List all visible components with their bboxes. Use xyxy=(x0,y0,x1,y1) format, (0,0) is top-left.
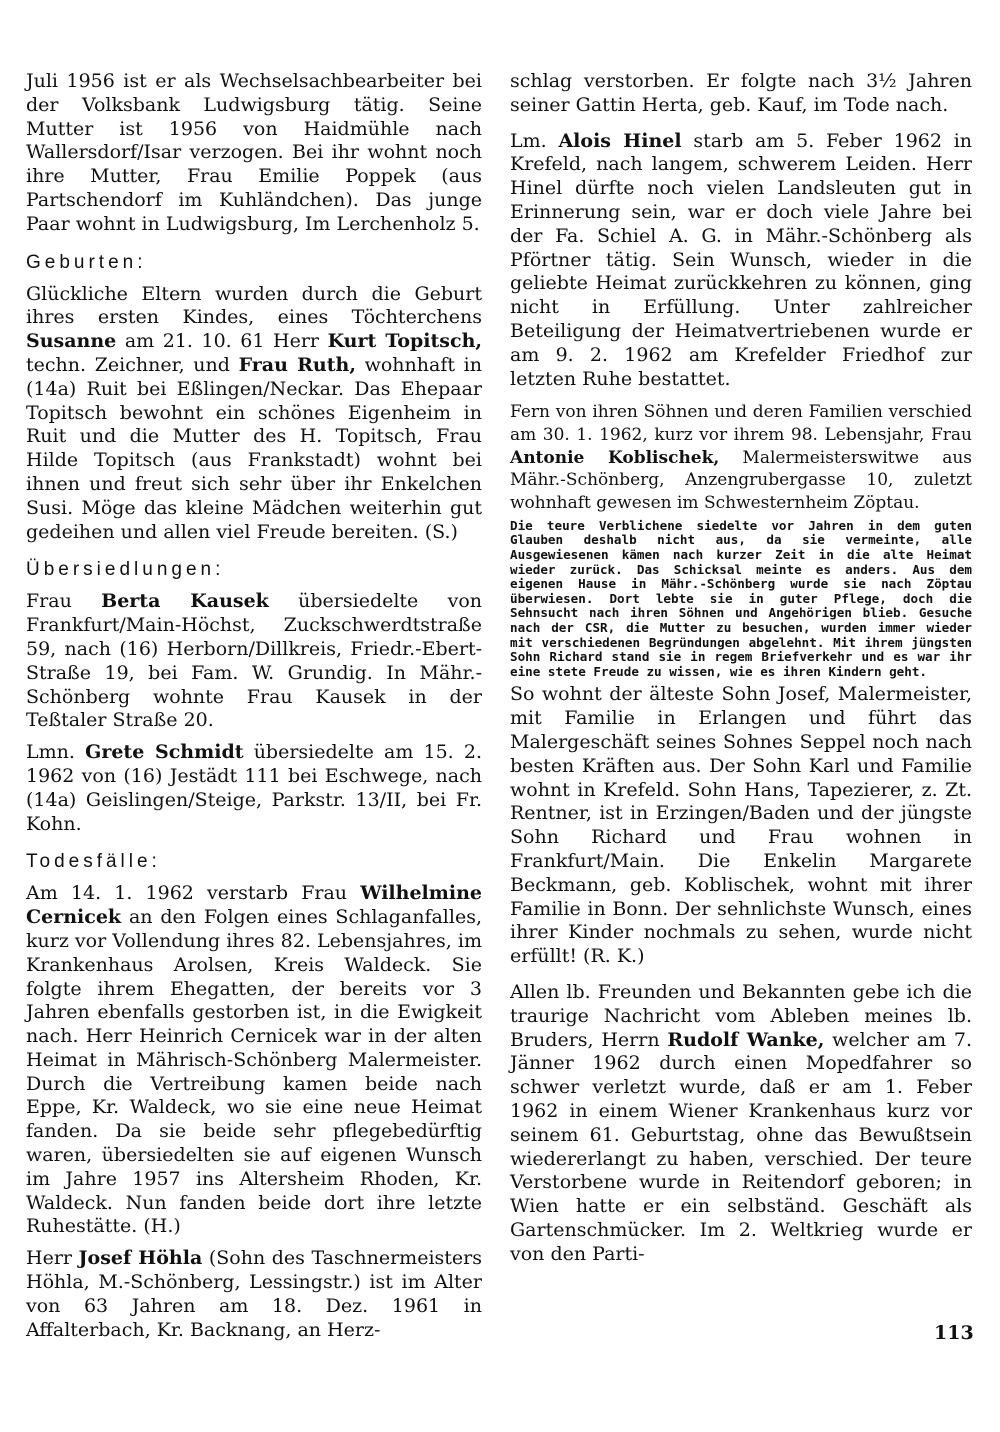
section-heading-uebersiedlungen: Übersiedlungen: xyxy=(26,559,225,581)
text: übersiedelte am 15. 2. 1962 von (16) Jestädt 111 bei Eschwege, nach (14a) Geislingen/Steige, Parkstr. 13/II, bei Fr. Kohn. xyxy=(26,741,483,835)
person-name: Alois Hinel xyxy=(558,129,682,152)
paragraph-hoehla xyxy=(26,1247,482,1342)
paragraph-geburten xyxy=(26,283,482,545)
paragraph-schmidt xyxy=(26,741,482,836)
text: Glückliche Eltern wurden durch die Geburt ihres ersten Kindes, eines Töchterchens xyxy=(26,282,482,329)
paragraph-cernicek xyxy=(26,882,482,1239)
text: an den Folgen eines Schlaganfalles, kurz vor Vollendung ihres 82. Lebensjahres, im Krankenhaus Arolsen, Kreis Waldeck. Sie folgte ihrem Ehegatten, der bereits vor 3 Jahren ebenfalls gestorben ist, in die Ewigkeit nach. Herr Heinrich Cernicek war in der alten Heimat in Mährisch-Schönberg Malermeister. Durch die Vertreibung kamen beide nach Eppe, Kr. Waldeck, wo sie eine neue Heimat fanden. Da sie beide sehr pflegebedürftig waren, übersiedelten sie auf eigenen Wunsch im Jahre 1957 ins Altersheim Rhoden, Kr. Waldeck. Nun fanden beide dort ihre letzte Ruhestätte. (H.) xyxy=(26,906,482,1238)
paragraph-hoehla-continued: schlag verstorben. Er folgte nach 3½ Jahren seiner Gattin Herta, geb. Kauf, im Tode nach. xyxy=(510,70,972,116)
person-name: Rudolf Wanke, xyxy=(667,1028,825,1051)
section-heading-geburten: Geburten: xyxy=(26,251,147,273)
page-number: 113 xyxy=(934,1322,974,1344)
person-name: Wilhelmine Cernicek xyxy=(26,882,482,929)
text: starb am 5. Feber 1962 in Krefeld, nach langem, schwerem Leiden. Herr Hinel dürfte noch vielen Landsleuten gut in Erinnerung sein, war er doch viele Jahre bei der Fa. Schiel A. G. in Mähr.-Schönberg als Pförtner tätig. Sein Wunsch, wieder in die geliebte Heimat zurückkehren zu können, ging nicht in Erfüllung. Unter zahlreicher Beteiligung der Heimatvertriebenen wurde er am 9. 2. 1962 am Krefelder Friedhof zur letzten Ruhe bestattet. xyxy=(510,129,973,390)
text: Lm. xyxy=(510,129,547,152)
person-name: Frau Ruth, xyxy=(238,353,356,376)
paragraph-kausek xyxy=(26,590,482,733)
text: Malermeisterswitwe aus Mähr.-Schönberg, Anzengrubergasse 10, zuletzt wohnhaft gewesen im Schwesternheim Zöptau. xyxy=(510,447,972,514)
text: (Sohn des Taschnermeisters Höhla, M.-Schönberg, Lessingstr.) ist im Alter von 63 Jahren am 18. Dez. 1961 in Affalterbach, Kr. Backnang, an Herz- xyxy=(26,1247,482,1341)
paragraph-continuation: Juli 1956 ist er als Wechselsachbearbeiter bei der Volksbank Ludwigsburg tätig. Seine Mutter ist 1956 von Haidmühle nach Wallersdorf/Isar verzogen. Bei ihr wohnt noch ihre Mutter, Frau Emilie Poppek (aus Partschendorf im Kuhländchen). Das junge Paar wohnt in Ludwigsburg, Im Lerchenholz 5. xyxy=(26,70,482,235)
paragraph-hinel xyxy=(510,130,972,392)
left-column xyxy=(26,70,482,1342)
person-name: Kurt Topitsch, xyxy=(327,330,482,353)
text: Lmn. xyxy=(26,741,75,764)
text: Fern von ihren Söhnen und deren Familien verschied am 30. 1. 1962, kurz vor ihrem 98. Lebensjahr, Frau xyxy=(510,402,972,446)
paragraph-koblischek xyxy=(510,401,972,515)
paragraph-wanke xyxy=(510,981,972,1267)
person-name: Josef Höhla xyxy=(78,1247,203,1270)
text: Herr xyxy=(26,1247,72,1270)
text: am 21. 10. 61 Herr xyxy=(124,330,319,353)
text: Am 14. 1. 1962 verstarb Frau xyxy=(26,882,348,905)
text: techn. Zeichner, und xyxy=(26,353,230,376)
text: welcher am 7. Jänner 1962 durch einen Mopedfahrer so schwer verletzt wurde, daß er am 1. Feber 1962 in einem Wiener Krankenhaus kurz vor seinem 61. Geburtstag, ohne das Bewußtsein wiedererlangt zu haben, verschied. Der teure Verstorbene wurde in Reitendorf geboren; in Wien hatte er ein selbständ. Geschäft als Gartenschmücker. Im 2. Weltkrieg wurde er von den Parti- xyxy=(510,1028,973,1265)
section-heading-todesfaelle: Todesfälle: xyxy=(26,851,161,873)
text: wohnhaft in (14a) Ruit bei Eßlingen/Neckar. Das Ehepaar Topitsch bewohnt ein schönes Eigenheim in Ruit und die Mutter des H. Topitsch, Frau Hilde Topitsch (aus Frankstadt) wohnt bei ihnen und freut sich sehr über ihr Enkelchen Susi. Möge das kleine Mädchen weiterhin gut gedeihen und allen viel Freude bereiten. (S.) xyxy=(26,353,482,543)
paragraph-sons: So wohnt der älteste Sohn Josef, Malermeister, mit Familie in Erlangen und führt das Malergeschäft seines Sohnes Seppel noch nach besten Kräften aus. Der Sohn Karl und Familie wohnt in Krefeld. Sohn Hans, Tapezierer, z. Zt. Rentner, ist in Erzingen/Baden und der jüngste Sohn Richard und Frau wohnen in Frankfurt/Main. Die Enkelin Margarete Beckmann, geb. Koblischek, wohnt mit ihrer Familie in Bonn. Der sehnlichste Wunsch, eines ihrer Kinder nochmals zu sehen, wurde nicht erfüllt! (R. K.) xyxy=(510,683,972,968)
paragraph-small-print: Die teure Verblichene siedelte vor Jahren in dem guten Glauben deshalb nicht aus, da sie vermeinte, alle Ausgewiesenen kämen nach kurzer Zeit in die alte Heimat wieder zurück. Das Schicksal meinte es anders. Aus dem eigenen Hause in Mähr.-Schönberg wurde sie nach Zöptau überwiesen. Dort lebte sie in guter Pflege, doch die Sehnsucht nach ihren Söhnen und Angehörigen blieb. Gesuche nach der CSR, die Mutter zu besuchen, wurden immer wieder mit verschiedenen Begründungen abgelehnt. Mit ihrem jüngsten Sohn Richard stand sie in regem Briefverkehr und es war ihr eine stete Freude zu wissen, wie es ihren Kindern geht. xyxy=(510,517,972,679)
person-name: Susanne xyxy=(26,330,117,353)
person-name: Berta Kausek xyxy=(101,590,269,613)
text: Frau xyxy=(26,590,72,613)
text: übersiedelte von Frankfurt/Main-Höchst, Zuckschwerdtstraße 59, nach (16) Herborn/Dillkreis, Friedr.-Ebert-Straße 19, bei Fam. W. Grundig. In Mähr.-Schönberg wohnte Frau Kausek in der Teßtaler Straße 20. xyxy=(26,590,482,732)
person-name: Antonie Koblischek, xyxy=(510,447,720,468)
text: Allen lb. Freunden und Bekannten gebe ich die traurige Nachricht vom Ableben meines lb. Bruders, Herrn xyxy=(510,980,972,1051)
right-column xyxy=(510,70,972,1267)
person-name: Grete Schmidt xyxy=(85,741,244,764)
